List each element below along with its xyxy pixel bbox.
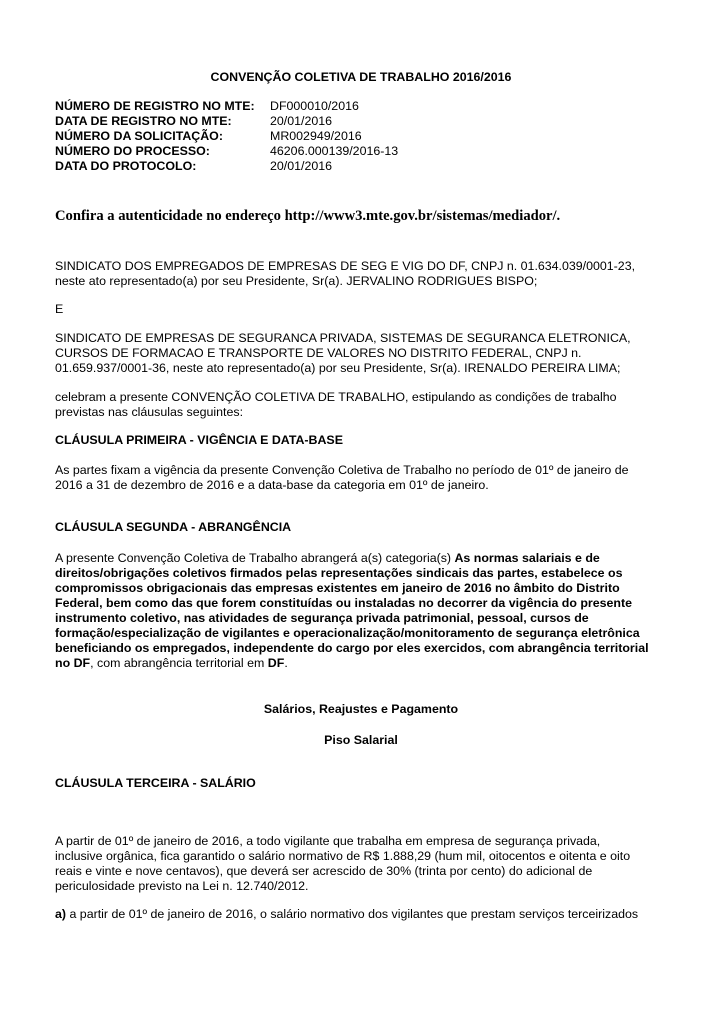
- registry-value: 46206.000139/2016-13: [270, 144, 399, 158]
- registry-row: [55, 114, 398, 129]
- registry-info-table: [55, 99, 398, 174]
- clause-one-heading: CLÁUSULA PRIMEIRA - VIGÊNCIA E DATA-BASE: [55, 433, 343, 447]
- clause-three-item-a: [55, 907, 638, 922]
- clause-two-body: [55, 551, 667, 671]
- registry-key: DATA DE REGISTRO NO MTE:: [55, 114, 232, 128]
- party-one-paragraph: [55, 259, 667, 289]
- subsection-title: Piso Salarial: [324, 733, 398, 747]
- paragraph-line: direitos/obrigações coletivos firmados pelas representações sindicais das partes, estabelece os: [55, 566, 623, 580]
- document-title: CONVENÇÃO COLETIVA DE TRABALHO 2016/2016: [210, 70, 512, 84]
- paragraph-line: instrumento coletivo, nas atividades de segurança privada patrimonial, pessoal, cursos de: [55, 611, 589, 625]
- registry-value: MR002949/2016: [270, 129, 362, 143]
- paragraph-line: [55, 551, 667, 566]
- paragraph-line: 01.659.937/0001-36, neste ato representado(a) por seu Presidente, Sr(a). IRENALDO PEREIRA LIMA;: [55, 361, 621, 375]
- paragraph-line: As partes fixam a vigência da presente Convenção Coletiva de Trabalho no período de 01º de janeiro de: [55, 463, 629, 477]
- clause-one-body: [55, 463, 667, 493]
- clause-two-territory: no DF: [55, 656, 91, 670]
- paragraph-line: beneficiando os empregados, independente do cargo por eles exercidos, com abrangência territorial: [55, 641, 649, 655]
- clause-two-intro: A presente Convenção Coletiva de Trabalho abrangerá a(s) categoria(s): [55, 551, 455, 565]
- registry-value: 20/01/2016: [270, 114, 333, 128]
- registry-row: [55, 159, 398, 174]
- item-a-text: a partir de 01º de janeiro de 2016, o salário normativo dos vigilantes que prestam serviços terceirizados: [66, 907, 639, 921]
- paragraph-line: inclusive orgânica, fica garantido o salário normativo de R$ 1.888,29 (hum mil, oitocentos e oitenta e oito: [55, 849, 631, 863]
- registry-row: [55, 129, 398, 144]
- paragraph-line: SINDICATO DOS EMPREGADOS DE EMPRESAS DE SEG E VIG DO DF, CNPJ n. 01.634.039/0001-23,: [55, 259, 636, 273]
- paragraph-line: reais e vinte e nove centavos), que deverá ser acrescido de 30% (trinta por cento) do adicional de: [55, 864, 593, 878]
- registry-row: [55, 99, 398, 114]
- paragraph-line: formação/especialização de vigilantes e operacionalização/monitoramento de segurança eletrônica: [55, 626, 640, 640]
- clause-three-body: [55, 834, 667, 894]
- paragraph-line: periculosidade previsto na Lei n. 12.740/2012.: [55, 879, 309, 893]
- clause-two-bold-start: As normas salariais e de: [454, 551, 600, 565]
- paragraph-line: SINDICATO DE EMPRESAS DE SEGURANCA PRIVADA, SISTEMAS DE SEGURANCA ELETRONICA,: [55, 331, 631, 345]
- celebration-paragraph: [55, 390, 667, 420]
- paragraph-line: A partir de 01º de janeiro de 2016, a todo vigilante que trabalha em empresa de segurança privada,: [55, 834, 601, 848]
- registry-key: NÚMERO DO PROCESSO:: [55, 144, 210, 158]
- registry-key: NÚMERO DA SOLICITAÇÃO:: [55, 129, 223, 143]
- paragraph-line: compromissos obrigacionais das empresas existentes em janeiro de 2016 no âmbito do Distrito: [55, 581, 620, 595]
- paragraph-line: Federal, bem como das que forem constituídas ou instaladas no decorrer da vigência do presente: [55, 596, 633, 610]
- paragraph-line: previstas nas cláusulas seguintes:: [55, 405, 244, 419]
- clause-two-end: .: [284, 656, 288, 670]
- section-title: Salários, Reajustes e Pagamento: [263, 702, 459, 716]
- registry-row: [55, 144, 398, 159]
- registry-value: DF000010/2016: [270, 99, 359, 113]
- clause-two-tail: , com abrangência territorial em: [90, 656, 268, 670]
- paragraph-line: celebram a presente CONVENÇÃO COLETIVA DE TRABALHO, estipulando as condições de trabalho: [55, 390, 617, 404]
- registry-key: DATA DO PROTOCOLO:: [55, 159, 197, 173]
- registry-key: NÚMERO DE REGISTRO NO MTE:: [55, 99, 255, 113]
- clause-two-territory-code: DF: [267, 656, 285, 670]
- paragraph-line: CURSOS DE FORMACAO E TRANSPORTE DE VALORES NO DISTRITO FEDERAL, CNPJ n.: [55, 346, 582, 360]
- clause-three-heading: CLÁUSULA TERCEIRA - SALÁRIO: [55, 776, 256, 790]
- paragraph-line: neste ato representado(a) por seu Presidente, Sr(a). JERVALINO RODRIGUES BISPO;: [55, 274, 538, 288]
- paragraph-line: [55, 656, 667, 671]
- authenticity-notice: Confira a autenticidade no endereço http://www3.mte.gov.br/sistemas/mediador/.: [55, 208, 561, 224]
- document-page: [55, 0, 667, 1024]
- clause-two-heading: CLÁUSULA SEGUNDA - ABRANGÊNCIA: [55, 520, 292, 534]
- paragraph-line: 2016 a 31 de dezembro de 2016 e a data-base da categoria em 01º de janeiro.: [55, 478, 489, 492]
- item-a-label: a): [55, 907, 67, 921]
- party-two-paragraph: [55, 331, 667, 376]
- conjunction-text: E: [55, 302, 64, 316]
- registry-value: 20/01/2016: [270, 159, 333, 173]
